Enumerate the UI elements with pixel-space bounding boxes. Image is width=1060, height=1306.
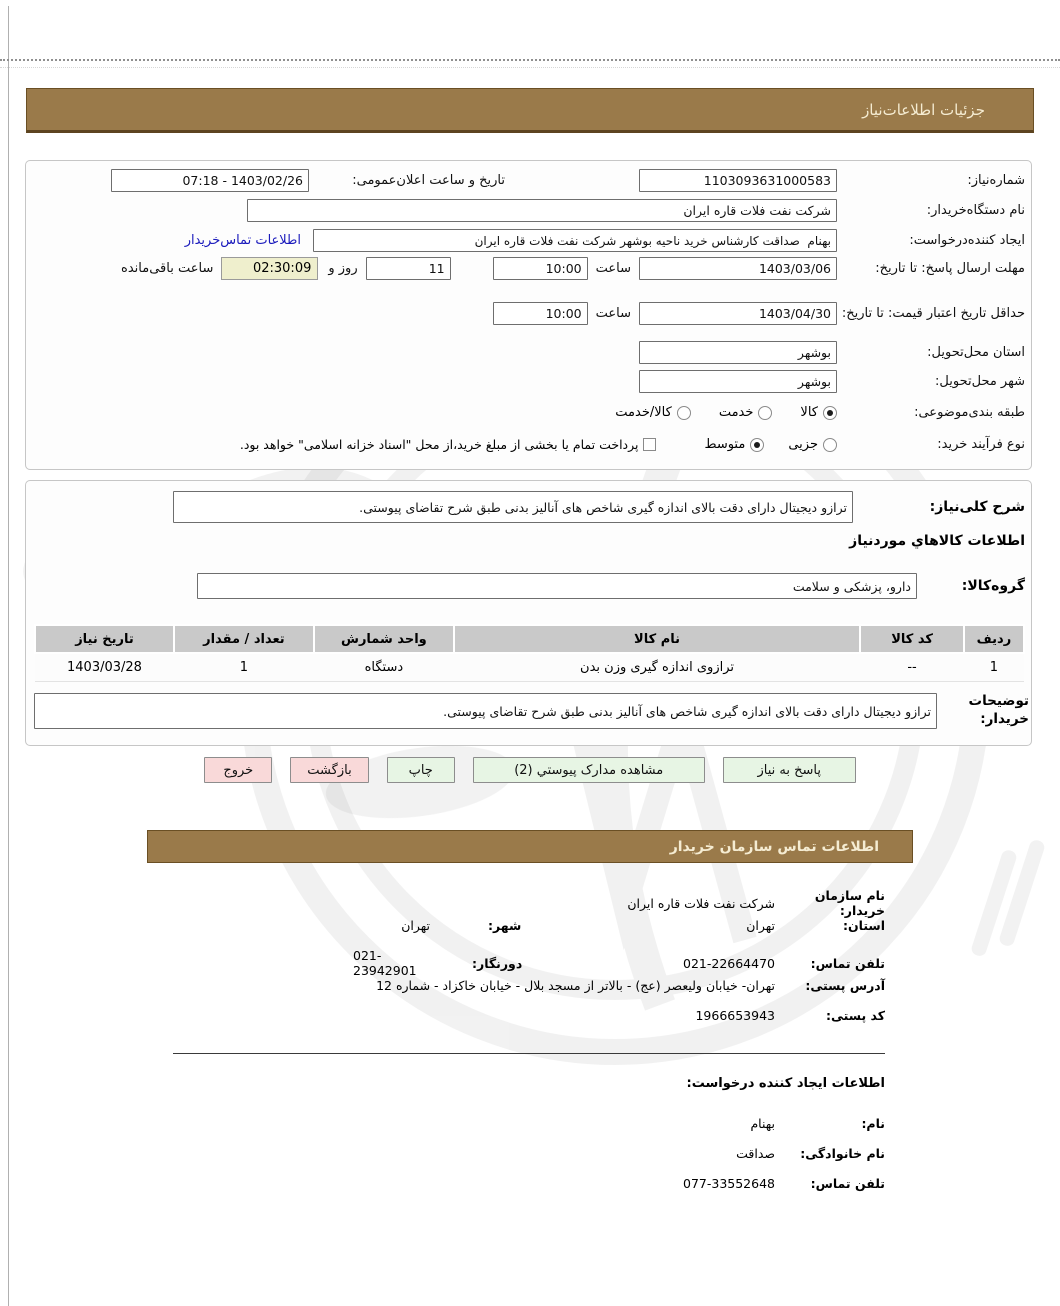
- deadline-time-input[interactable]: [493, 257, 588, 280]
- buyer-notes-label: توضیحات خریدار:: [968, 693, 1029, 727]
- section-title: جزئیات اطلاعات‌نیاز: [862, 100, 985, 119]
- creator-info-heading: اطلاعات ایجاد کننده درخواست:: [686, 1076, 885, 1091]
- delivery-province-input[interactable]: [639, 341, 837, 364]
- radio-goods[interactable]: [823, 406, 837, 420]
- row-creator-heading: [173, 1076, 885, 1091]
- radio-minor-label: جزیی: [788, 437, 818, 453]
- top-dotted-divider: [0, 59, 1060, 61]
- radio-service-label: خدمت: [718, 405, 754, 421]
- request-creator-label: ایجاد کننده‌درخواست:: [909, 232, 1025, 248]
- org-postal-value: 1966653943: [695, 1008, 775, 1023]
- col-item-name: نام کالا: [454, 625, 860, 653]
- need-number-label: شماره‌نیاز:: [967, 172, 1025, 188]
- buyer-org-label: نام دستگاه‌خریدار:: [926, 202, 1025, 218]
- col-need-date: تاریخ نیاز: [35, 625, 174, 653]
- org-city-value: تهران: [401, 918, 430, 933]
- row-goods-group: [34, 573, 1025, 599]
- radio-medium[interactable]: [750, 438, 764, 452]
- request-creator-input[interactable]: [313, 229, 837, 252]
- respond-to-need-button[interactable]: پاسخ به نیاز: [723, 757, 856, 783]
- row-org-name: [173, 888, 885, 918]
- radio-minor[interactable]: [823, 438, 837, 452]
- row-response-deadline: [34, 257, 1025, 280]
- page-left-border: [8, 6, 9, 1306]
- goods-table: [34, 624, 1025, 682]
- validity-hour-label: ساعت: [595, 306, 631, 321]
- col-quantity: تعداد / مقدار: [174, 625, 314, 653]
- deadline-date-input[interactable]: [639, 257, 837, 280]
- row-subject-classification: [34, 404, 1025, 422]
- cell-item-code: --: [860, 653, 964, 681]
- goods-info-heading: اطلاعات کالاهاي موردنياز: [849, 533, 1025, 549]
- need-number-input[interactable]: [639, 169, 837, 192]
- org-address-value: تهران- خیابان ولیعصر (عج) - بالاتر از مسجد بلال - خیابان خاکزاد - شماره 12: [376, 978, 775, 993]
- radio-medium-label: متوسط: [704, 437, 746, 453]
- cell-item-name: ترازوی اندازه گیری وزن بدن: [454, 653, 860, 681]
- org-address-label: آدرس پستی:: [805, 978, 885, 993]
- back-button[interactable]: بازگشت: [290, 757, 368, 783]
- creator-phone-value: 077-33552648: [683, 1176, 775, 1191]
- buyer-notes-input[interactable]: [34, 693, 937, 729]
- cell-quantity: 1: [174, 653, 314, 681]
- org-contact-section: [173, 888, 885, 1048]
- top-dotted-divider-2: [0, 67, 1060, 68]
- delivery-province-label: استان محل‌تحویل:: [927, 344, 1025, 360]
- days-label: روز و: [328, 261, 358, 276]
- row-creator-lastname: [173, 1146, 885, 1161]
- row-postal-code: [173, 1008, 885, 1023]
- col-item-code: کد کالا: [860, 625, 964, 653]
- section-bar-need-details: [26, 88, 1034, 133]
- creator-phone-label: تلفن تماس:: [810, 1176, 885, 1191]
- row-province-city: [173, 918, 885, 933]
- col-row-number: ردیف: [964, 625, 1024, 653]
- creator-info-section: [173, 1076, 885, 1206]
- row-postal-address: [173, 978, 885, 993]
- radio-goods-service[interactable]: [677, 406, 691, 420]
- creator-name-label: نام:: [861, 1116, 885, 1131]
- org-phone-value: 021-22664470: [683, 955, 775, 971]
- creator-lastname-value: صداقت: [736, 1146, 775, 1161]
- org-province-label: استان:: [842, 918, 885, 933]
- need-goods-panel: [25, 480, 1032, 746]
- row-price-validity: [34, 302, 1025, 325]
- view-attached-documents-button[interactable]: مشاهده مدارک پیوستي (2): [473, 757, 705, 783]
- remaining-timer: 02:30:09: [221, 257, 318, 280]
- row-need-description: [34, 491, 1025, 523]
- contact-divider: [173, 1053, 885, 1054]
- org-name-label: نام سازمان خریدار:: [814, 888, 885, 918]
- buyer-contact-link[interactable]: اطلاعات تماس‌خریدار: [184, 233, 301, 248]
- treasury-checkbox[interactable]: [643, 438, 656, 451]
- row-creator-name: [173, 1116, 885, 1131]
- announce-label: تاریخ و ساعت اعلان‌عمومی:: [352, 173, 505, 188]
- row-delivery-province: [34, 341, 1025, 364]
- org-phone-label: تلفن تماس:: [810, 955, 885, 971]
- row-buyer-notes: [34, 693, 1029, 729]
- org-contact-title: اطلاعات تماس سازمان خریدار: [669, 838, 879, 855]
- action-buttons-row: [0, 757, 1060, 783]
- treasury-note: پرداخت تمام یا بخشی از مبلغ خرید،از محل "اسناد خزانه اسلامی" خواهد بود.: [239, 437, 639, 453]
- response-deadline-label: مهلت ارسال پاسخ: تا تاریخ:: [875, 260, 1025, 276]
- buyer-org-input[interactable]: [247, 199, 837, 222]
- validity-date-input[interactable]: [639, 302, 837, 325]
- need-description-input[interactable]: [173, 491, 853, 523]
- subject-classification-label: طبقه بندی‌موضوعی:: [914, 405, 1025, 420]
- goods-group-input[interactable]: [197, 573, 917, 599]
- cell-row-number: 1: [964, 653, 1024, 681]
- org-postal-label: کد پستی:: [825, 1008, 885, 1023]
- radio-goods-service-label: کالا/خدمت: [615, 405, 672, 421]
- table-row: [35, 653, 1024, 681]
- org-province-value: تهران: [746, 918, 775, 933]
- announce-datetime-input[interactable]: [111, 169, 309, 192]
- goods-table-header-row: [35, 625, 1024, 653]
- deadline-hour-label: ساعت: [595, 261, 631, 276]
- remaining-hours-label: ساعت باقی‌مانده: [121, 261, 214, 276]
- goods-group-label: گروه‌کالا:: [961, 578, 1025, 594]
- cell-count-unit: دستگاه: [314, 653, 454, 681]
- row-need-number: [34, 169, 1025, 192]
- need-info-panel: [25, 160, 1032, 470]
- exit-button[interactable]: خروج: [204, 757, 272, 783]
- row-delivery-city: [34, 370, 1025, 393]
- purchase-process-label: نوع فرآیند خرید:: [937, 437, 1025, 452]
- row-goods-heading: [34, 533, 1025, 549]
- delivery-city-label: شهر محل‌تحویل:: [935, 373, 1025, 389]
- need-description-label: شرح کلی‌نیاز:: [929, 499, 1025, 515]
- delivery-city-input[interactable]: [639, 370, 837, 393]
- org-city-label: شهر:: [488, 918, 522, 933]
- row-request-creator: [34, 229, 1025, 252]
- validity-time-input[interactable]: [493, 302, 588, 325]
- col-count-unit: واحد شمارش: [314, 625, 454, 653]
- creator-name-value: بهنام: [750, 1116, 775, 1131]
- org-fax-label: دورنگار:: [472, 955, 523, 971]
- radio-service[interactable]: [758, 406, 772, 420]
- row-phone-fax: [173, 948, 885, 978]
- creator-lastname-label: نام خانوادگی:: [800, 1146, 885, 1161]
- section-bar-org-contact: [147, 830, 913, 863]
- cell-need-date: 1403/03/28: [35, 653, 174, 681]
- print-button[interactable]: چاپ: [387, 757, 455, 783]
- org-name-value: شرکت نفت فلات قاره ایران: [627, 895, 775, 911]
- remaining-days-input[interactable]: [366, 257, 451, 280]
- goods-table-wrap: [34, 624, 1025, 682]
- row-buyer-org: [34, 199, 1025, 222]
- price-validity-label: حداقل تاریخ اعتبار قیمت: تا تاریخ:: [841, 305, 1025, 321]
- radio-goods-label: کالا: [800, 405, 818, 421]
- row-purchase-process: [34, 436, 1025, 454]
- row-creator-phone: [173, 1176, 885, 1191]
- org-fax-value: 021-23942901: [353, 948, 417, 978]
